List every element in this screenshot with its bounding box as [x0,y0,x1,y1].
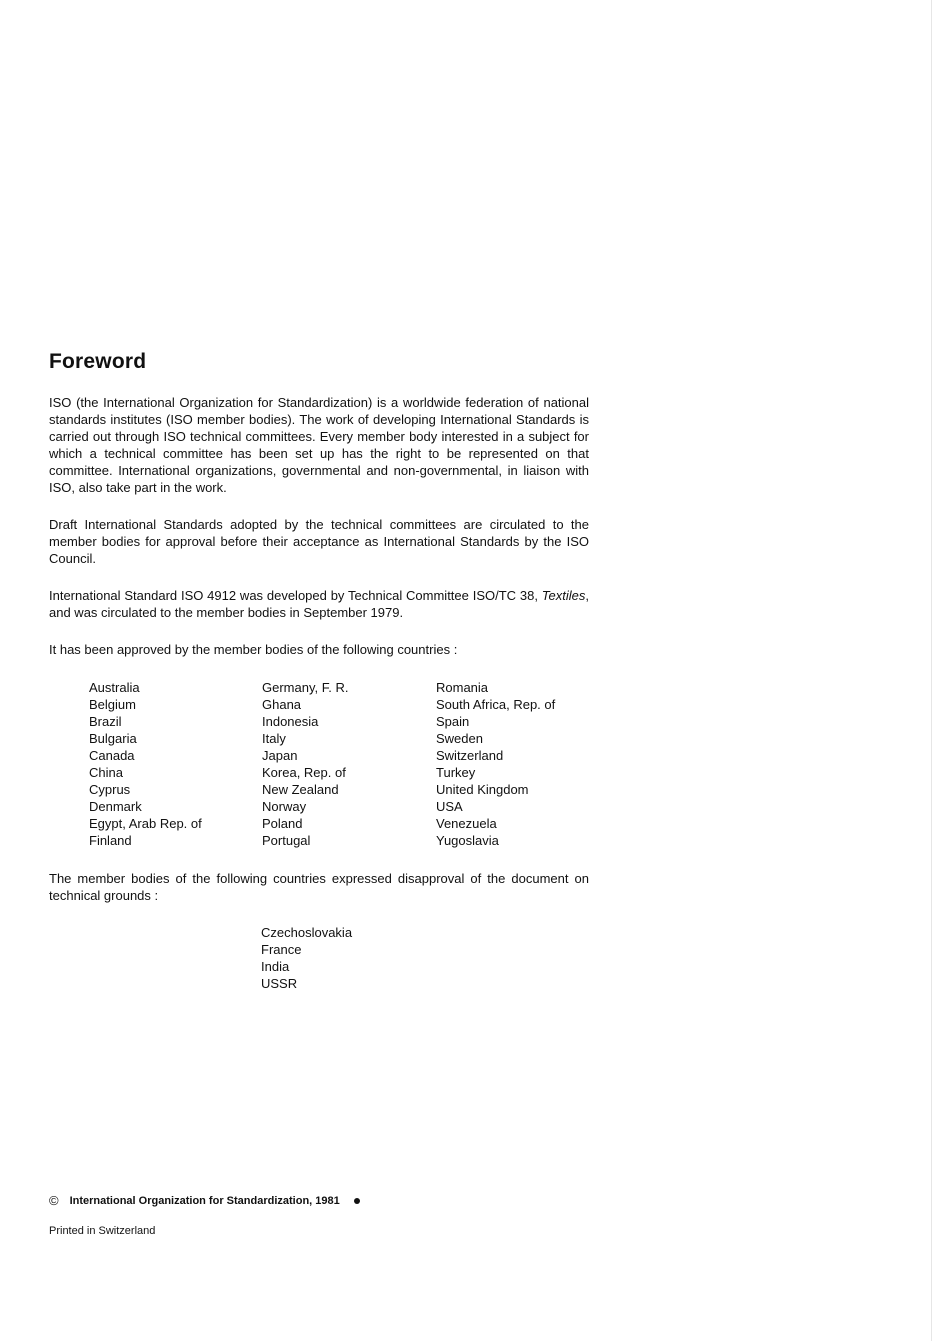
country-item: Germany, F. R. [262,680,349,695]
paragraph-draft-standards: Draft International Standards adopted by the technical committees are circulated to the member bodies for approval before their acceptance as International Standards by the ISO Council. [49,517,589,566]
country-item: Japan [262,748,298,763]
country-item: Belgium [89,697,136,712]
country-item: Venezuela [436,816,497,831]
country-item: India [261,959,290,974]
country-item: Spain [436,714,470,729]
country-item: Korea, Rep. of [262,765,346,780]
country-item: Cyprus [89,782,131,797]
country-item: Norway [262,799,307,814]
country-item: Switzerland [436,748,504,763]
country-item: Australia [89,680,140,695]
country-item: Canada [89,748,135,763]
paragraph-iso-4912-end: , and was circulated to the member bodies in September 1979. [49,588,589,620]
paragraph-iso-intro: ISO (the International Organization for Standardization) is a worldwide federation of national standards institutes (ISO member bodies). The work of developing International Standards is carried out through ISO technical committees. Every member body interested in a subject for which a technical committee has been set up has the right to be represented on that committee. International organizations, governmental and non-governmental, in liaison with ISO, also take part in the work. [49,395,589,495]
page-title: Foreword [49,350,147,373]
country-item: Turkey [436,765,476,780]
disapproval-intro: The member bodies of the following countries expressed disapproval of the document on technical grounds : [49,871,589,903]
country-item: South Africa, Rep. of [436,697,556,712]
country-item: Portugal [262,833,311,848]
printed-in-note: Printed in Switzerland [49,1225,156,1237]
foreword-section [49,350,589,992]
country-item: New Zealand [262,782,339,797]
country-item: Sweden [436,731,483,746]
country-item: Bulgaria [89,731,137,746]
country-item: Yugoslavia [436,833,499,848]
country-item: Romania [436,680,489,695]
approving-countries-column-2 [262,679,436,849]
country-item: Brazil [89,714,122,729]
copyright-symbol: © [49,1193,59,1208]
approving-countries-column-1 [89,679,262,849]
country-item: Poland [262,816,303,831]
bullet-icon [354,1198,360,1204]
country-item: France [261,942,302,957]
copyright-line [49,1193,360,1208]
approving-countries-table [89,679,589,849]
disapproving-countries-list [261,924,589,992]
country-item: Italy [262,731,286,746]
country-item: Czechoslovakia [261,925,353,940]
country-item: USA [436,799,463,814]
country-item: China [89,765,123,780]
paragraph-iso-4912-start: International Standard ISO 4912 was developed by Technical Committee ISO/TC 38, [49,588,542,603]
committee-name: Textiles [541,588,586,603]
approving-countries-column-3 [436,679,616,849]
country-item: Denmark [89,799,142,814]
country-item: Indonesia [262,714,319,729]
paragraph-iso-4912 [49,587,589,621]
page-edge-line [931,0,932,1341]
country-item: USSR [261,976,298,991]
country-item: Ghana [262,697,302,712]
country-item: United Kingdom [436,782,529,797]
approval-intro: It has been approved by the member bodies of the following countries : [49,642,458,657]
copyright-text: International Organization for Standardization, 1981 [69,1194,340,1207]
country-item: Egypt, Arab Rep. of [89,816,202,831]
country-item: Finland [89,833,132,848]
